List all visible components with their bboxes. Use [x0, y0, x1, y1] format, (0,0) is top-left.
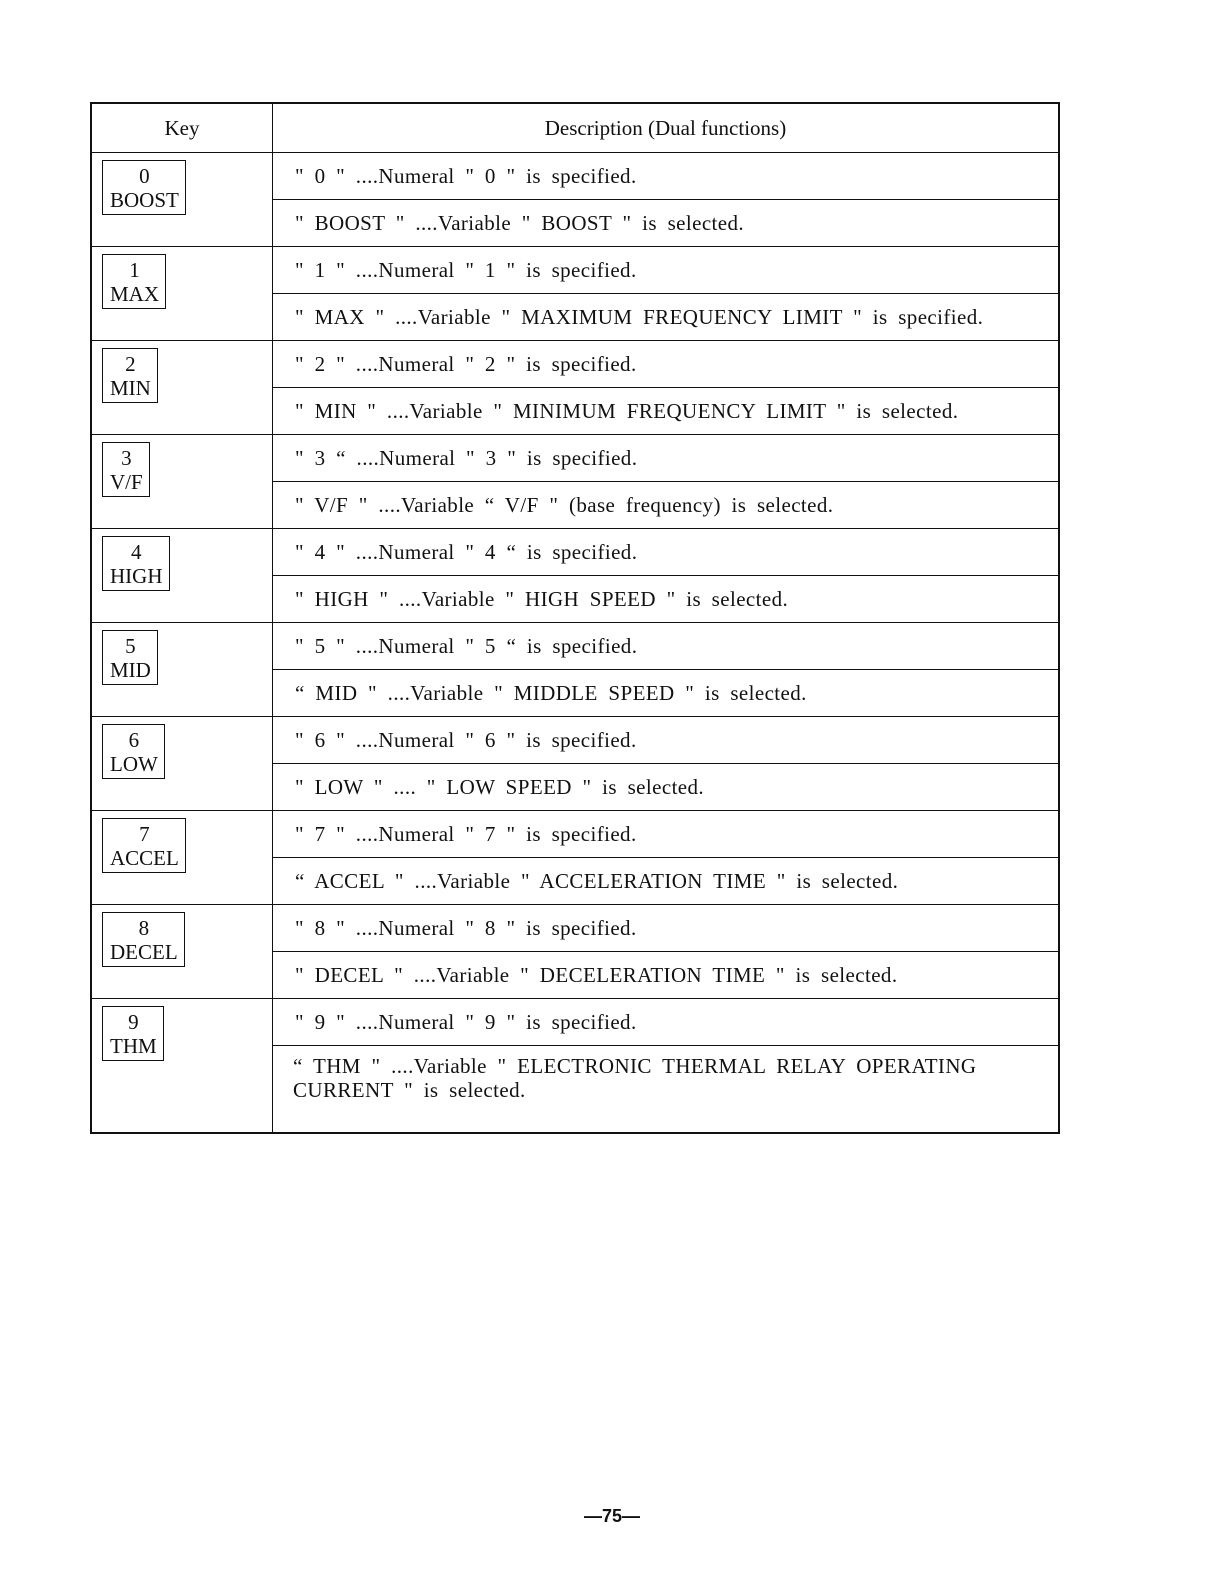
table-row: [91, 341, 1059, 388]
variable-description: " DECEL " ....Variable " DECELERATION TIME " is selected.: [273, 952, 1060, 999]
table-row: [91, 811, 1059, 858]
page-number: —75—: [583, 1506, 641, 1526]
description-column-header: Description (Dual functions): [273, 103, 1060, 153]
key-cell: [91, 153, 273, 247]
key-function-table: [90, 102, 1060, 1134]
numeral-description: " 9 " ....Numeral " 9 " is specified.: [273, 999, 1060, 1046]
key-numeral: 6: [128, 728, 140, 752]
key-numeral: 0: [139, 164, 150, 188]
key-function-name: ACCEL: [110, 846, 179, 870]
table-row: [91, 529, 1059, 576]
variable-description: “ MID " ....Variable " MIDDLE SPEED " is selected.: [273, 670, 1060, 717]
numeral-description: " 6 " ....Numeral " 6 " is specified.: [273, 717, 1060, 764]
key-label-box: [102, 818, 186, 873]
numeral-description: " 7 " ....Numeral " 7 " is specified.: [273, 811, 1060, 858]
key-numeral: 1: [129, 258, 140, 282]
key-numeral: 5: [125, 634, 136, 658]
key-numeral: 3: [121, 446, 132, 470]
key-column-header: Key: [91, 103, 273, 153]
key-cell: [91, 717, 273, 811]
key-function-name: LOW: [110, 752, 158, 776]
table-row: [91, 247, 1059, 294]
numeral-description: " 3 “ ....Numeral " 3 " is specified.: [273, 435, 1060, 482]
key-cell: [91, 623, 273, 717]
key-function-name: BOOST: [110, 188, 179, 212]
key-cell: [91, 529, 273, 623]
table-row: [91, 905, 1059, 952]
key-label-box: [102, 536, 170, 591]
key-cell: [91, 341, 273, 435]
key-label-box: [102, 1006, 164, 1061]
key-label-box: [102, 160, 186, 215]
table-header-row: [91, 103, 1059, 153]
key-function-name: HIGH: [110, 564, 163, 588]
key-label-box: [102, 630, 158, 685]
numeral-description: " 0 " ....Numeral " 0 " is specified.: [273, 153, 1060, 200]
key-function-name: MIN: [110, 376, 151, 400]
table-row: [91, 153, 1059, 200]
key-numeral: 2: [125, 352, 136, 376]
key-function-name: MID: [110, 658, 151, 682]
variable-description: " V/F " ....Variable “ V/F " (base frequency) is selected.: [273, 482, 1060, 529]
key-cell: [91, 811, 273, 905]
table-row: [91, 623, 1059, 670]
key-numeral: 9: [128, 1010, 139, 1034]
numeral-description: " 5 " ....Numeral " 5 “ is specified.: [273, 623, 1060, 670]
key-cell: [91, 905, 273, 999]
table-row: [91, 999, 1059, 1046]
key-cell: [91, 435, 273, 529]
key-function-name: V/F: [110, 470, 143, 494]
table-body: [91, 153, 1059, 1134]
numeral-description: " 2 " ....Numeral " 2 " is specified.: [273, 341, 1060, 388]
key-cell: [91, 999, 273, 1134]
variable-description: " HIGH " ....Variable " HIGH SPEED " is selected.: [273, 576, 1060, 623]
key-function-name: DECEL: [110, 940, 178, 964]
table-row: [91, 435, 1059, 482]
key-numeral: 7: [139, 822, 150, 846]
variable-description: " MAX " ....Variable " MAXIMUM FREQUENCY LIMIT " is specified.: [273, 294, 1060, 341]
variable-description: “ ACCEL " ....Variable " ACCELERATION TIME " is selected.: [273, 858, 1060, 905]
key-label-box: [102, 724, 165, 779]
key-label-box: [102, 254, 166, 309]
key-cell: [91, 247, 273, 341]
numeral-description: " 4 " ....Numeral " 4 “ is specified.: [273, 529, 1060, 576]
key-label-box: [102, 348, 158, 403]
key-label-box: [102, 442, 150, 497]
key-function-name: THM: [110, 1034, 157, 1058]
variable-description: " LOW " .... " LOW SPEED " is selected.: [273, 764, 1060, 811]
key-numeral: 8: [138, 916, 150, 940]
numeral-description: " 1 " ....Numeral " 1 " is specified.: [273, 247, 1060, 294]
variable-description: " MIN " ....Variable " MINIMUM FREQUENCY LIMIT " is selected.: [273, 388, 1060, 435]
variable-description: “ THM " ....Variable " ELECTRONIC THERMAL RELAY OPERATING CURRENT " is selected.: [273, 1046, 1060, 1134]
numeral-description: " 8 " ....Numeral " 8 " is specified.: [273, 905, 1060, 952]
key-label-box: [102, 912, 185, 967]
key-numeral: 4: [131, 540, 142, 564]
key-function-name: MAX: [110, 282, 160, 306]
variable-description: " BOOST " ....Variable " BOOST " is selected.: [273, 200, 1060, 247]
table-row: [91, 717, 1059, 764]
